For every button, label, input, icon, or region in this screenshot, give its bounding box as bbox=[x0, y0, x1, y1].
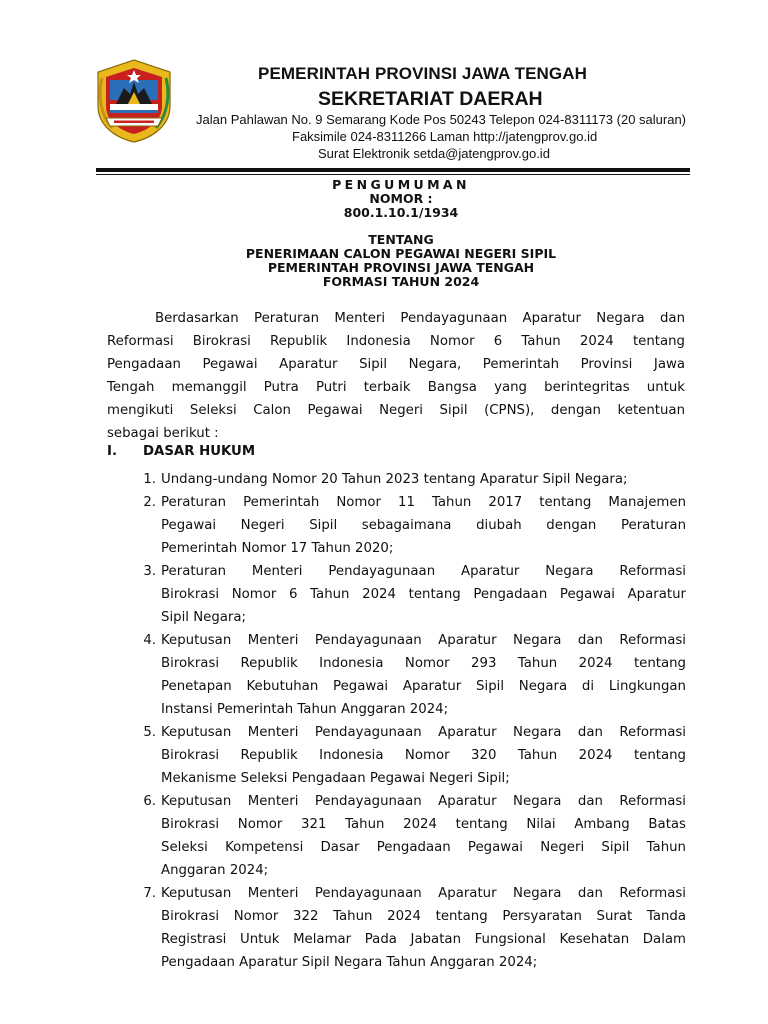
list-item-line: Keputusan Menteri Pendayagunaan Aparatur Negara dan Reformasi bbox=[161, 794, 686, 809]
list-item-line: Penetapan Kebutuhan Pegawai Aparatur Sipil Negara di Lingkungan bbox=[161, 679, 686, 694]
list-item-line: Keputusan Menteri Pendayagunaan Aparatur Negara dan Reformasi bbox=[161, 886, 686, 901]
list-item-text bbox=[161, 491, 686, 560]
list-item bbox=[130, 790, 686, 882]
list-item-number: 1. bbox=[143, 472, 156, 487]
list-item-line: Birokrasi Nomor 321 Tahun 2024 tentang Nilai Ambang Batas bbox=[161, 817, 686, 832]
list-item-line: Anggaran 2024; bbox=[161, 863, 269, 878]
intro-line: Berdasarkan Peraturan Menteri Pendayagunaan Aparatur Negara dan bbox=[155, 311, 685, 326]
list-item-line: Peraturan Menteri Pendayagunaan Aparatur Negara Reformasi bbox=[161, 564, 686, 579]
list-item-number: 7. bbox=[143, 886, 156, 901]
list-item-text bbox=[161, 882, 686, 974]
list-item-text bbox=[161, 468, 686, 491]
number-value: 800.1.10.1/1934 bbox=[343, 205, 459, 220]
list-item-line: Keputusan Menteri Pendayagunaan Aparatur Negara dan Reformasi bbox=[161, 725, 686, 740]
intro-line: mengikuti Seleksi Calon Pegawai Negeri Sipil (CPNS), dengan ketentuan bbox=[107, 403, 685, 418]
list-item-text bbox=[161, 560, 686, 629]
government-name: PEMERINTAH PROVINSI JAWA TENGAH bbox=[258, 64, 587, 83]
list-item-number: 2. bbox=[143, 495, 156, 510]
list-item-number: 6. bbox=[143, 794, 156, 809]
intro-line: Reformasi Birokrasi Republik Indonesia Nomor 6 Tahun 2024 tentang bbox=[107, 334, 685, 349]
list-item-line: Pemerintah Nomor 17 Tahun 2020; bbox=[161, 541, 394, 556]
list-item-line: Instansi Pemerintah Tahun Anggaran 2024; bbox=[161, 702, 449, 717]
letterhead-divider-thin bbox=[96, 174, 690, 175]
list-item-line: Birokrasi Republik Indonesia Nomor 320 Tahun 2024 tentang bbox=[161, 748, 686, 763]
subject-line-1: PENERIMAAN CALON PEGAWAI NEGERI SIPIL bbox=[245, 246, 557, 261]
list-item-line: Birokrasi Nomor 322 Tahun 2024 tentang Persyaratan Surat Tanda bbox=[161, 909, 686, 924]
list-item-line: Birokrasi Republik Indonesia Nomor 293 Tahun 2024 tentang bbox=[161, 656, 686, 671]
list-item-line: Pengadaan Aparatur Sipil Negara Tahun Anggaran 2024; bbox=[161, 955, 538, 970]
address-line: Jalan Pahlawan No. 9 Semarang Kode Pos 50243 Telepon 024-8311173 (20 saluran) bbox=[196, 112, 687, 127]
list-item bbox=[130, 629, 686, 721]
list-item-line: Peraturan Pemerintah Nomor 11 Tahun 2017 tentang Manajemen bbox=[161, 495, 686, 510]
subject-line-2: PEMERINTAH PROVINSI JAWA TENGAH bbox=[267, 260, 535, 275]
list-item bbox=[130, 560, 686, 629]
announcement-title: PENGUMUMAN bbox=[332, 177, 470, 192]
fax-website-line: Faksimile 024-8311266 Laman http://jatengprov.go.id bbox=[292, 129, 598, 144]
section-heading bbox=[107, 444, 255, 459]
number-label: NOMOR : bbox=[369, 191, 433, 206]
list-item-number: 4. bbox=[143, 633, 156, 648]
about-label: TENTANG bbox=[368, 232, 434, 247]
office-name: SEKRETARIAT DAERAH bbox=[318, 88, 543, 110]
list-item-line: Pegawai Negeri Sipil sebagaimana diubah dengan Peraturan bbox=[161, 518, 686, 533]
jawa-tengah-emblem-icon bbox=[92, 58, 176, 144]
list-item-line: Seleksi Kompetensi Dasar Pengadaan Pegawai Negeri Sipil Tahun bbox=[161, 840, 686, 855]
intro-paragraph bbox=[107, 307, 685, 445]
list-item-line: Keputusan Menteri Pendayagunaan Aparatur Negara dan Reformasi bbox=[161, 633, 686, 648]
list-item bbox=[130, 721, 686, 790]
intro-line: Pengadaan Pegawai Aparatur Sipil Negara, Pemerintah Provinsi Jawa bbox=[107, 357, 685, 372]
list-item bbox=[130, 882, 686, 974]
list-item bbox=[130, 491, 686, 560]
list-item-line: Mekanisme Seleksi Pengadaan Pegawai Negeri Sipil; bbox=[161, 771, 510, 786]
list-item-text bbox=[161, 629, 686, 721]
legal-basis-list bbox=[130, 468, 686, 974]
letterhead-divider-thick bbox=[96, 168, 690, 172]
list-item-line: Undang-undang Nomor 20 Tahun 2023 tentang Aparatur Sipil Negara; bbox=[161, 472, 628, 487]
intro-line: Tengah memanggil Putra Putri terbaik Bangsa yang berintegritas untuk bbox=[107, 380, 685, 395]
list-item bbox=[130, 468, 686, 491]
subject-line-3: FORMASI TAHUN 2024 bbox=[322, 274, 480, 289]
letterhead bbox=[0, 0, 768, 180]
section-number: I. bbox=[107, 444, 117, 459]
email-line: Surat Elektronik setda@jatengprov.go.id bbox=[318, 146, 550, 161]
list-item-text bbox=[161, 721, 686, 790]
intro-line: sebagai berikut : bbox=[107, 426, 219, 441]
list-item-number: 3. bbox=[143, 564, 156, 579]
section-title: DASAR HUKUM bbox=[143, 444, 256, 459]
list-item-line: Registrasi Untuk Melamar Pada Jabatan Fungsional Kesehatan Dalam bbox=[161, 932, 686, 947]
list-item-number: 5. bbox=[143, 725, 156, 740]
list-item-line: Birokrasi Nomor 6 Tahun 2024 tentang Pengadaan Pegawai Aparatur bbox=[161, 587, 686, 602]
list-item-line: Sipil Negara; bbox=[161, 610, 247, 625]
list-item-text bbox=[161, 790, 686, 882]
